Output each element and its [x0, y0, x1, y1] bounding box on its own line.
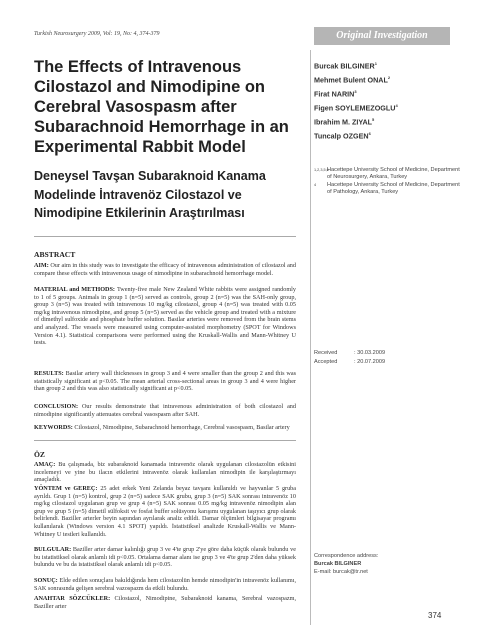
oz-bulgular: BULGULAR: Baziller arter damar kalınlığı grup 3 ve 4'te grup 2'ye göre daha küçük olarak bulundu ve bu istatistiksel olarak anlamlı idi p<0.05. Ortalama damar alanı ise grup 3 ve 4'te grup 2'den daha yüksek bulundu ve bu da istatistiksel olarak anlamlı idi p<0.05. — [34, 546, 297, 569]
author-list — [314, 58, 464, 143]
received-date: Received : 30.03.2009 — [314, 350, 386, 356]
article-title: The Effects of Intravenous Cilostazol and Nimodipine on Cerebral Vasospasm after Subarachnoid Hemorrhage in an Experimental Rabbit Model — [34, 58, 289, 156]
affiliation: 4 Hacettepe University School of Medicine, Department of Pathology, Ankara, Turkey — [314, 181, 460, 196]
abstract-aim: AIM: Our aim in this study was to investigate the efficacy of intravenous administration of cilostazol and compare these effects with intravenous usage of nimodipine in subarachnoid hemorrhage model. — [34, 262, 296, 277]
author: Mehmet Bulent ONAL$^2$ — [314, 75, 391, 85]
section-divider — [34, 236, 296, 237]
oz-sonuc: SONUÇ: Elde edilen sonuçlara bakıldığında hem cilostazolün hemde nimodipin'in intravenöz kullanımı, SAK sonrasında gelişen serebral vazospazm da etkili bulundu. — [34, 577, 297, 592]
affiliations — [314, 167, 464, 197]
page-number: 374 — [428, 611, 442, 620]
abstract-keywords: KEYWORDS: Cilostazol, Nimodipine, Subarachnoid hemorrhage, Cerebral vasospasm, Basilar artery — [34, 424, 290, 431]
abstract-methods: MATERIAL and METHODS: Twenty-five male New Zealand White rabbits were assigned randomly to 1 of 5 groups. Animals in group 1 (n=5) served as controls, group 2 (n=5) was the SAH-only group, group 3 (n=5) was treated with intravenous 10 mg/kg cilostazol, group 4 (n=5) was treated with 0.05 mg/kg intravenous nimodipine, and group 5 (n=5) served as the vehicle group and treated with a mixture of dimethyl sulfoxide and phosphate buffer solution. Basilar arteries were removed from the brain stems and analyzed. The vessels were measured using computer-assisted morphometry (SPOT for Windows Version 4.1). Statistical comparisons were performed using the Kruskall-Wallis and Mann-Whitney U tests. — [34, 286, 296, 347]
author: Figen SOYLEMEZOGLU$^4$ — [314, 103, 398, 113]
author: Tuncalp OZGEN$^6$ — [314, 131, 371, 141]
journal-citation: Turkish Neurosurgery 2009, Vol: 19, No: 4, 374-379 — [34, 31, 160, 37]
oz-anahtar: ANAHTAR SÖZCÜKLER: Cilostazol, Nimodipine, Subaraknoid kanama, Serebral vazospazm, Baziller arter — [34, 595, 296, 610]
article-title-turkish: Deneysel Tavşan Subaraknoid Kanama Modelinde İntravenöz Cilostazol ve Nimodipine Etkilerinin Araştırılması — [34, 169, 266, 220]
correspondence-name: Burcak BILGINER — [314, 560, 362, 567]
correspondence-email[interactable]: E-mail: burcak@tr.net — [314, 568, 368, 575]
oz-heading: ÖZ — [34, 450, 45, 459]
accepted-date: Accepted : 20.07.2009 — [314, 359, 386, 366]
abstract-heading: ABSTRACT — [34, 250, 76, 259]
oz-amac: AMAÇ: Bu çalışmada, biz subaraknoid kanamada intravenöz olarak uygulanan cilostazolün etkisini incelemeyi ve yine bu ilacın etkilerini intravenöz olarak kullanılan nimodipin ile karşılaştırmayı amaçladık. — [34, 461, 296, 484]
abstract-conclusion: CONCLUSION: Our results demonstrate that intravenous administration of both cilostazol and nimodipine significantly attenuates cerebral vasospasm after SAH. — [34, 403, 296, 418]
correspondence: Correspondence address: Burcak BILGINER E-mail: burcak@tr.net — [314, 553, 379, 575]
oz-yontem: YÖNTEM ve GEREÇ: 25 adet erkek Yeni Zelanda beyaz tavşanı kullanıldı ve hayvanlar 5 gruba ayrıldı. Grup 1 (n=5) kontrol, grup 2 (n=5) sadece SAK grubu, grup 3 (n=5) SAK sonrası intravenöz 10 mg/kg cilostazol uygulanan grup ve grup 4 (n=5) SAK sonrası 0.05 mg/kg intravenöz nimodipin alan grup ve grup 5 (n=5) dimetil sülfoksit ve fosfat buffer solüsyonu karışımı uygulanan taşıyıcı grup olarak belirlendi. Baziller arterler beyin sapından ayrılarak analiz edildi. Damar ölçümleri bilgisayar programı kullanılarak (Windows version 4.1 SPOT) yapıldı. İstatistiksel analizde Kruskall-Wallis ve Mann-Whitney U testleri kullanıldı. — [34, 485, 297, 538]
column-divider — [310, 50, 311, 625]
section-divider — [34, 440, 296, 441]
abstract-results: RESULTS: Basilar artery wall thicknesses in group 3 and 4 were smaller than the group 2 and this was statistically significant at p<0.05. The mean arterial cross-sectional areas in group 3 and 4 were higher than group 2 and this was also statistically significant at p<0.05. — [34, 370, 296, 393]
affiliation: 1,2,3,5,6 Hacettepe University School of Medicine, Department of Neurosurgery, Ankara, Turkey — [314, 167, 460, 181]
author: Ibrahim M. ZIYAL$^5$ — [314, 117, 375, 127]
article-type-badge: Original Investigation — [314, 27, 450, 45]
author: Firat NARIN$^3$ — [314, 89, 357, 99]
article-dates — [314, 349, 385, 368]
author: Burcak BILGINER$^1$ — [314, 61, 377, 71]
